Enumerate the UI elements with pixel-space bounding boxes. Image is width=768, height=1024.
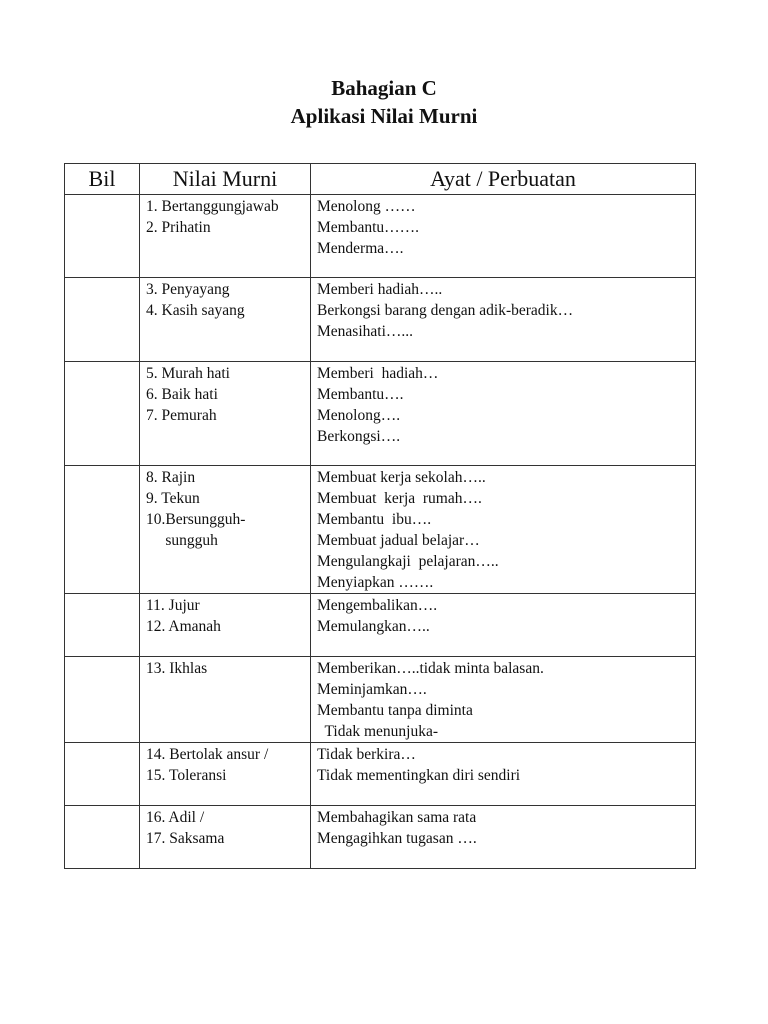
- header-ayat-perbuatan: Ayat / Perbuatan: [311, 164, 696, 195]
- ayat-perbuatan-item: Memberi hadiah…: [317, 365, 439, 382]
- ayat-perbuatan-item: Membuat kerja rumah….: [317, 490, 482, 507]
- nilai-murni-item: 11. Jujur: [146, 597, 200, 614]
- ayat-perbuatan-item: Tidak menunjuka-: [317, 723, 438, 740]
- nilai-cell: [140, 806, 311, 869]
- ayat-perbuatan-item: Membuat kerja sekolah…..: [317, 469, 486, 486]
- table-header-row: [65, 164, 696, 195]
- ayat-perbuatan-item: Menolong ……: [317, 198, 416, 215]
- table-body: [65, 195, 696, 869]
- nilai-murni-item: 9. Tekun: [146, 490, 200, 507]
- ayat-perbuatan-item: Berkongsi….: [317, 428, 401, 445]
- bil-cell: [65, 362, 140, 466]
- section-subtitle: Aplikasi Nilai Murni: [290, 104, 478, 128]
- bil-cell: [65, 743, 140, 806]
- nilai-murni-item: 10.Bersungguh-: [146, 511, 246, 528]
- nilai-murni-item: 14. Bertolak ansur /: [146, 746, 269, 763]
- nilai-cell: [140, 278, 311, 362]
- ayat-cell: [311, 806, 696, 869]
- table-row: [65, 466, 696, 594]
- nilai-murni-item: 1. Bertanggungjawab: [146, 198, 279, 215]
- nilai-cell: [140, 362, 311, 466]
- ayat-perbuatan-item: Menderma….: [317, 240, 404, 257]
- ayat-perbuatan-item: Membantu tanpa diminta: [317, 702, 473, 719]
- bil-cell: [65, 806, 140, 869]
- bil-cell: [65, 195, 140, 278]
- nilai-murni-item: 6. Baik hati: [146, 386, 218, 403]
- ayat-cell: [311, 594, 696, 657]
- ayat-perbuatan-item: Membantu…….: [317, 219, 420, 236]
- ayat-cell: [311, 278, 696, 362]
- ayat-perbuatan-item: Menyiapkan …….: [317, 574, 434, 591]
- values-table: [64, 163, 696, 869]
- table-row: [65, 278, 696, 362]
- ayat-perbuatan-item: Menolong….: [317, 407, 401, 424]
- section-title: Bahagian C: [331, 76, 437, 100]
- ayat-perbuatan-item: Tidak berkira…: [317, 746, 416, 763]
- nilai-murni-item: 3. Penyayang: [146, 281, 230, 298]
- ayat-perbuatan-item: Mengagihkan tugasan ….: [317, 830, 477, 847]
- nilai-cell: [140, 594, 311, 657]
- table-row: [65, 743, 696, 806]
- nilai-murni-item: 5. Murah hati: [146, 365, 230, 382]
- nilai-murni-item: 4. Kasih sayang: [146, 302, 245, 319]
- ayat-perbuatan-item: Meminjamkan….: [317, 681, 427, 698]
- table-row: [65, 362, 696, 466]
- ayat-cell: [311, 743, 696, 806]
- ayat-perbuatan-item: Memulangkan…..: [317, 618, 430, 635]
- nilai-cell: [140, 466, 311, 594]
- ayat-perbuatan-item: Berkongsi barang dengan adik-beradik…: [317, 302, 574, 319]
- ayat-perbuatan-item: Tidak mementingkan diri sendiri: [317, 767, 521, 784]
- ayat-perbuatan-item: Membahagikan sama rata: [317, 809, 477, 826]
- nilai-cell: [140, 657, 311, 743]
- bil-cell: [65, 278, 140, 362]
- header-bil: Bil: [65, 164, 140, 195]
- ayat-perbuatan-item: Memberi hadiah…..: [317, 281, 443, 298]
- bil-cell: [65, 466, 140, 594]
- ayat-cell: [311, 657, 696, 743]
- nilai-murni-item: 16. Adil /: [146, 809, 205, 826]
- bil-cell: [65, 594, 140, 657]
- nilai-murni-item: sungguh: [146, 532, 218, 549]
- title-block: [0, 74, 768, 130]
- table-row: [65, 195, 696, 278]
- nilai-cell: [140, 195, 311, 278]
- header-nilai-murni: Nilai Murni: [140, 164, 311, 195]
- nilai-murni-item: 8. Rajin: [146, 469, 196, 486]
- table-row: [65, 657, 696, 743]
- nilai-murni-item: 13. Ikhlas: [146, 660, 208, 677]
- ayat-cell: [311, 362, 696, 466]
- nilai-murni-item: 7. Pemurah: [146, 407, 217, 424]
- ayat-perbuatan-item: Mengulangkaji pelajaran…..: [317, 553, 499, 570]
- table-row: [65, 594, 696, 657]
- ayat-perbuatan-item: Menasihati…...: [317, 323, 413, 340]
- nilai-murni-item: 12. Amanah: [146, 618, 221, 635]
- ayat-cell: [311, 466, 696, 594]
- table-row: [65, 806, 696, 869]
- nilai-murni-item: 2. Prihatin: [146, 219, 211, 236]
- ayat-perbuatan-item: Membuat jadual belajar…: [317, 532, 480, 549]
- ayat-perbuatan-item: Membantu ibu….: [317, 511, 432, 528]
- nilai-murni-item: 15. Toleransi: [146, 767, 227, 784]
- ayat-perbuatan-item: Membantu….: [317, 386, 404, 403]
- ayat-perbuatan-item: Memberikan…..tidak minta balasan.: [317, 660, 544, 677]
- ayat-perbuatan-item: Mengembalikan….: [317, 597, 438, 614]
- nilai-murni-item: 17. Saksama: [146, 830, 225, 847]
- nilai-cell: [140, 743, 311, 806]
- ayat-cell: [311, 195, 696, 278]
- bil-cell: [65, 657, 140, 743]
